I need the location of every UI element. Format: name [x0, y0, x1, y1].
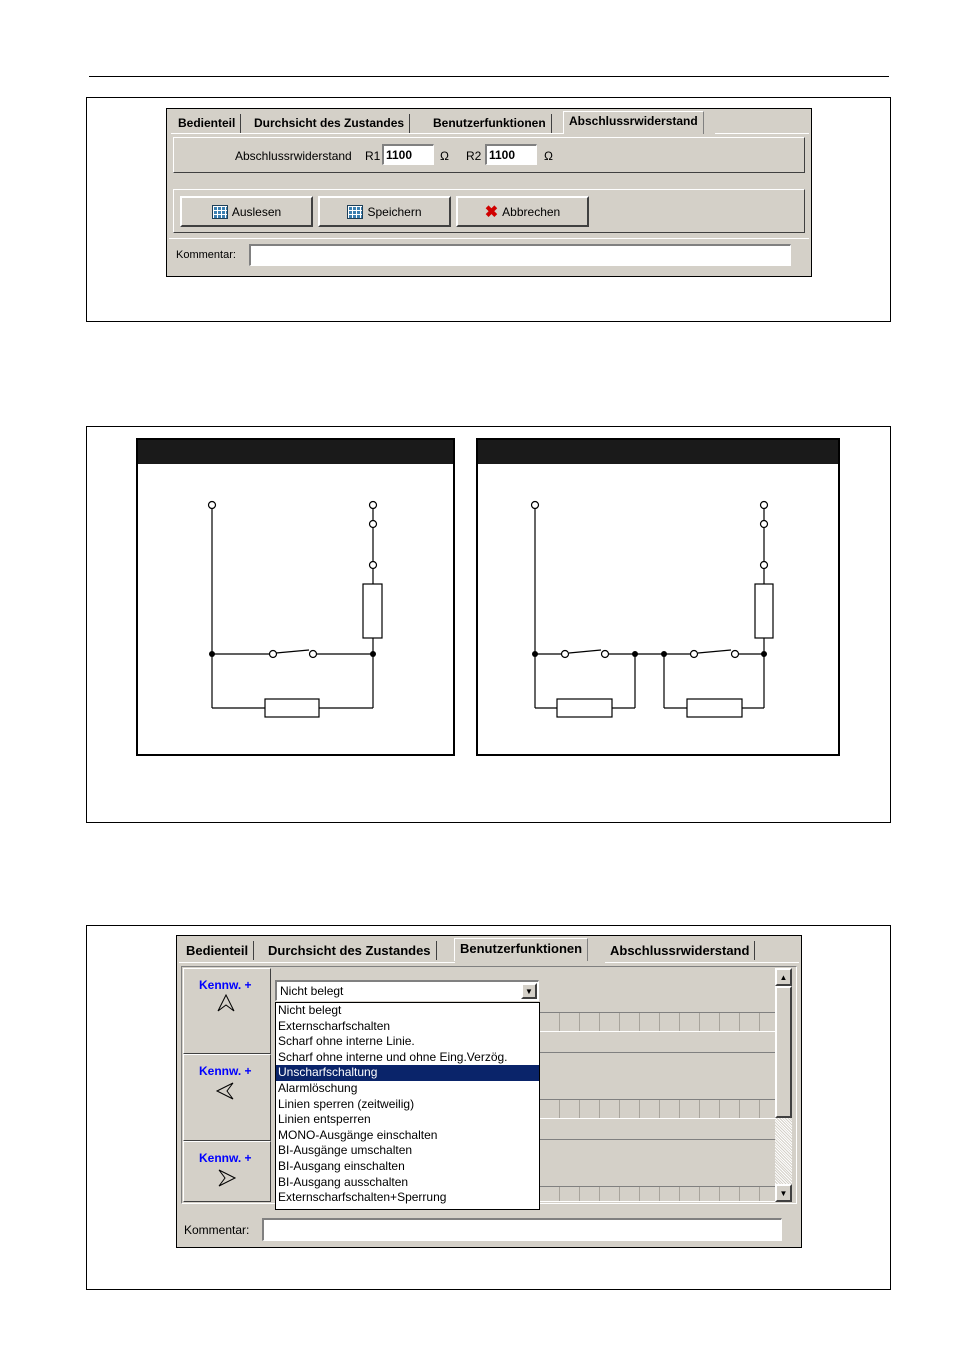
dropdown-option[interactable]: Externscharfschalten [278, 1018, 391, 1033]
functions-dialog [176, 935, 802, 1248]
read-button-label: Auslesen [231, 204, 282, 219]
dropdown-option[interactable]: Alarmlöschung [278, 1080, 358, 1095]
close-icon: ✖ [484, 203, 499, 221]
scroll-up-button[interactable]: ▲ [775, 968, 792, 986]
r1-unit: Ω [440, 149, 449, 163]
tab-benutzerfunktionen[interactable]: Benutzerfunktionen [428, 114, 552, 133]
row-strip [539, 1186, 775, 1202]
dropdown-option-selected[interactable]: Unscharfschaltung [276, 1065, 539, 1081]
dropdown-option[interactable]: BI-Ausgänge umschalten [278, 1143, 413, 1158]
left-arrow-icon [215, 1080, 237, 1102]
tab-baseline-right [605, 962, 799, 963]
comment-input[interactable] [262, 1218, 782, 1241]
dropdown-option[interactable]: Linien sperren (zeitweilig) [278, 1096, 415, 1111]
r1-label: R1 [365, 149, 381, 163]
dropdown-option[interactable]: MONO-Ausgänge einschalten [278, 1127, 438, 1142]
select-value: Nicht belegt [280, 984, 344, 998]
r2-unit: Ω [544, 149, 553, 163]
function-select[interactable] [275, 980, 539, 1001]
dropdown-option[interactable]: BI-Ausgang ausschalten [278, 1174, 409, 1189]
cancel-button-label: Abbrechen [502, 204, 561, 219]
dropdown-option[interactable]: Linien entsperren [278, 1112, 371, 1127]
row-1-label: Kennw. + [199, 978, 252, 992]
right-arrow-icon [215, 1167, 237, 1189]
chevron-down-icon[interactable]: ▼ [521, 983, 537, 999]
tab-baseline [179, 962, 455, 963]
row-strip [539, 1012, 775, 1032]
row-field [539, 1033, 775, 1053]
comment-label: Kommentar: [184, 1223, 250, 1237]
scroll-thumb[interactable] [775, 986, 792, 1118]
tab-durchsicht[interactable]: Durchsicht des Zustandes [249, 114, 410, 133]
dropdown-option[interactable]: Scharf ohne interne Linie. [278, 1034, 415, 1049]
row-strip [539, 1099, 775, 1119]
tab-durchsicht[interactable]: Durchsicht des Zustandes [263, 941, 437, 960]
tab-bedienteil[interactable]: Bedienteil [181, 941, 254, 960]
tab-benutzerfunktionen[interactable]: Benutzerfunktionen [454, 938, 588, 961]
dropdown-option[interactable]: BI-Ausgang einschalten [278, 1158, 405, 1173]
dropdown-option[interactable]: Externscharfschalten+Sperrung [278, 1190, 447, 1205]
dropdown-option[interactable]: Nicht belegt [278, 1003, 342, 1017]
up-arrow-icon [215, 993, 237, 1013]
tab-abschlusswiderstand[interactable]: Abschlussrwiderstand [605, 941, 755, 960]
comment-label: Kommentar: [176, 249, 236, 261]
tab-bedienteil[interactable]: Bedienteil [173, 114, 241, 133]
row-field [539, 1120, 775, 1140]
scroll-down-button[interactable]: ▼ [775, 1184, 792, 1202]
tab-abschlusswiderstand[interactable]: Abschlussrwiderstand [563, 111, 704, 134]
row-3-label: Kennw. + [199, 1151, 252, 1165]
r2-value: 1100 [489, 148, 516, 162]
save-button-label: Speichern [367, 204, 422, 219]
resistor-label: Abschlussrwiderstand [235, 149, 352, 163]
row-2-label: Kennw. + [199, 1064, 252, 1078]
r2-label: R2 [466, 149, 482, 163]
select-dropdown-list [275, 1002, 540, 1210]
dropdown-option[interactable]: Scharf ohne interne und ohne Eing.Verzög. [278, 1049, 508, 1064]
r1-value: 1100 [386, 148, 413, 162]
